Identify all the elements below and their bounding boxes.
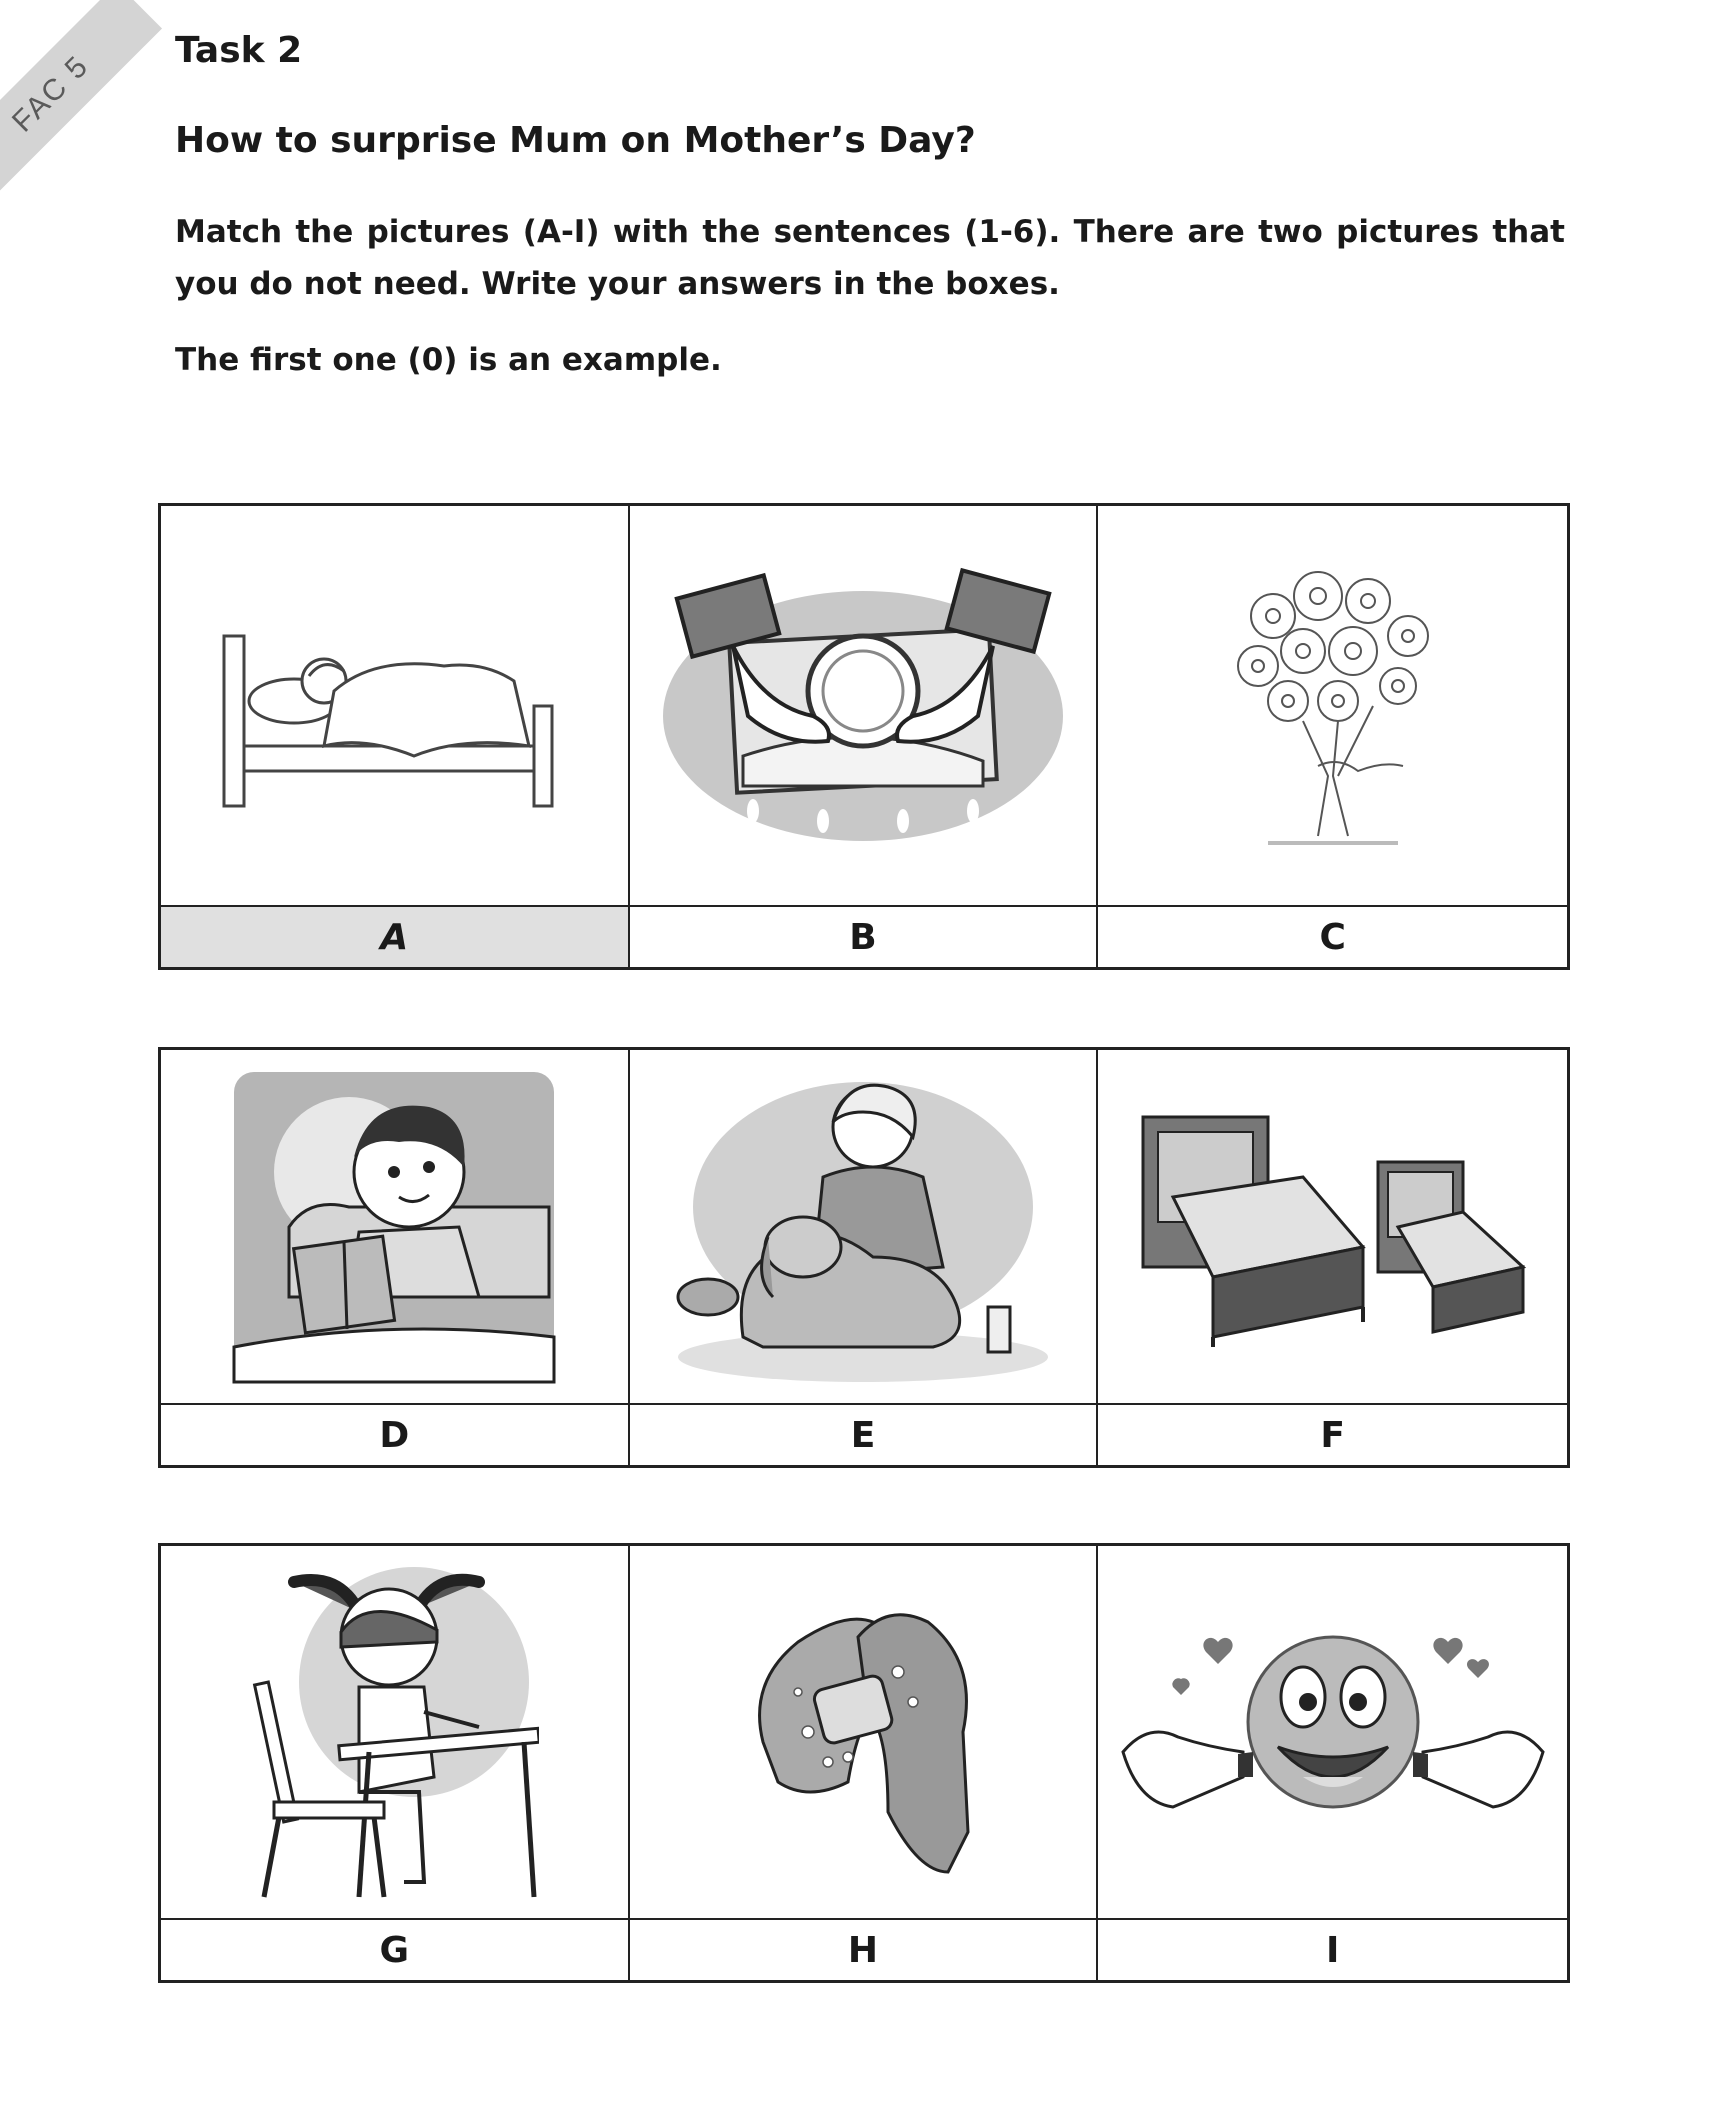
- picture-cell-a: [161, 506, 630, 967]
- picture-row-3: [158, 1543, 1570, 1983]
- example-note: The first one (0) is an example.: [175, 342, 722, 378]
- washing-hands-icon: [630, 1546, 1097, 1920]
- instructions: Match the pictures (A-I) with the sentences (1-6). There are two pictures that you do not need. Write your answers in the boxes.: [175, 214, 1565, 302]
- task-title: Task 2: [175, 30, 303, 71]
- washing-dishes-icon: [630, 506, 1097, 907]
- picture-cell-c: [1098, 506, 1567, 967]
- picture-cell-e: [630, 1050, 1099, 1465]
- picture-label-c: C: [1319, 916, 1346, 958]
- picture-cell-h: [630, 1546, 1099, 1980]
- sleeping-in-bed-icon: [161, 506, 628, 907]
- picture-label-f: F: [1320, 1414, 1345, 1456]
- corner-tab-text: FAC 5: [5, 49, 96, 139]
- smiley-open-arms-icon: [1098, 1546, 1567, 1920]
- subtitle: How to surprise Mum on Mother’s Day?: [175, 120, 976, 161]
- picture-label-g: G: [379, 1929, 410, 1971]
- picture-cell-i: [1098, 1546, 1567, 1980]
- picture-label-b: B: [849, 916, 877, 958]
- flower-bouquet-icon: [1098, 506, 1567, 907]
- picture-cell-f: [1098, 1050, 1567, 1465]
- picture-label-d: D: [379, 1414, 410, 1456]
- two-beds-icon: [1098, 1050, 1567, 1405]
- girl-washing-dog-icon: [630, 1050, 1097, 1405]
- picture-row-2: [158, 1047, 1570, 1468]
- boy-reading-in-bed-icon: [161, 1050, 628, 1405]
- picture-label-a: A: [161, 907, 628, 967]
- picture-label-e: E: [850, 1414, 876, 1456]
- picture-cell-b: [630, 506, 1099, 967]
- picture-label-i: I: [1325, 1929, 1340, 1971]
- picture-row-1: [158, 503, 1570, 970]
- picture-cell-d: [161, 1050, 630, 1465]
- corner-tab: [0, 0, 162, 205]
- picture-cell-g: [161, 1546, 630, 1980]
- girl-at-desk-icon: [161, 1546, 628, 1920]
- picture-label-h: H: [847, 1929, 879, 1971]
